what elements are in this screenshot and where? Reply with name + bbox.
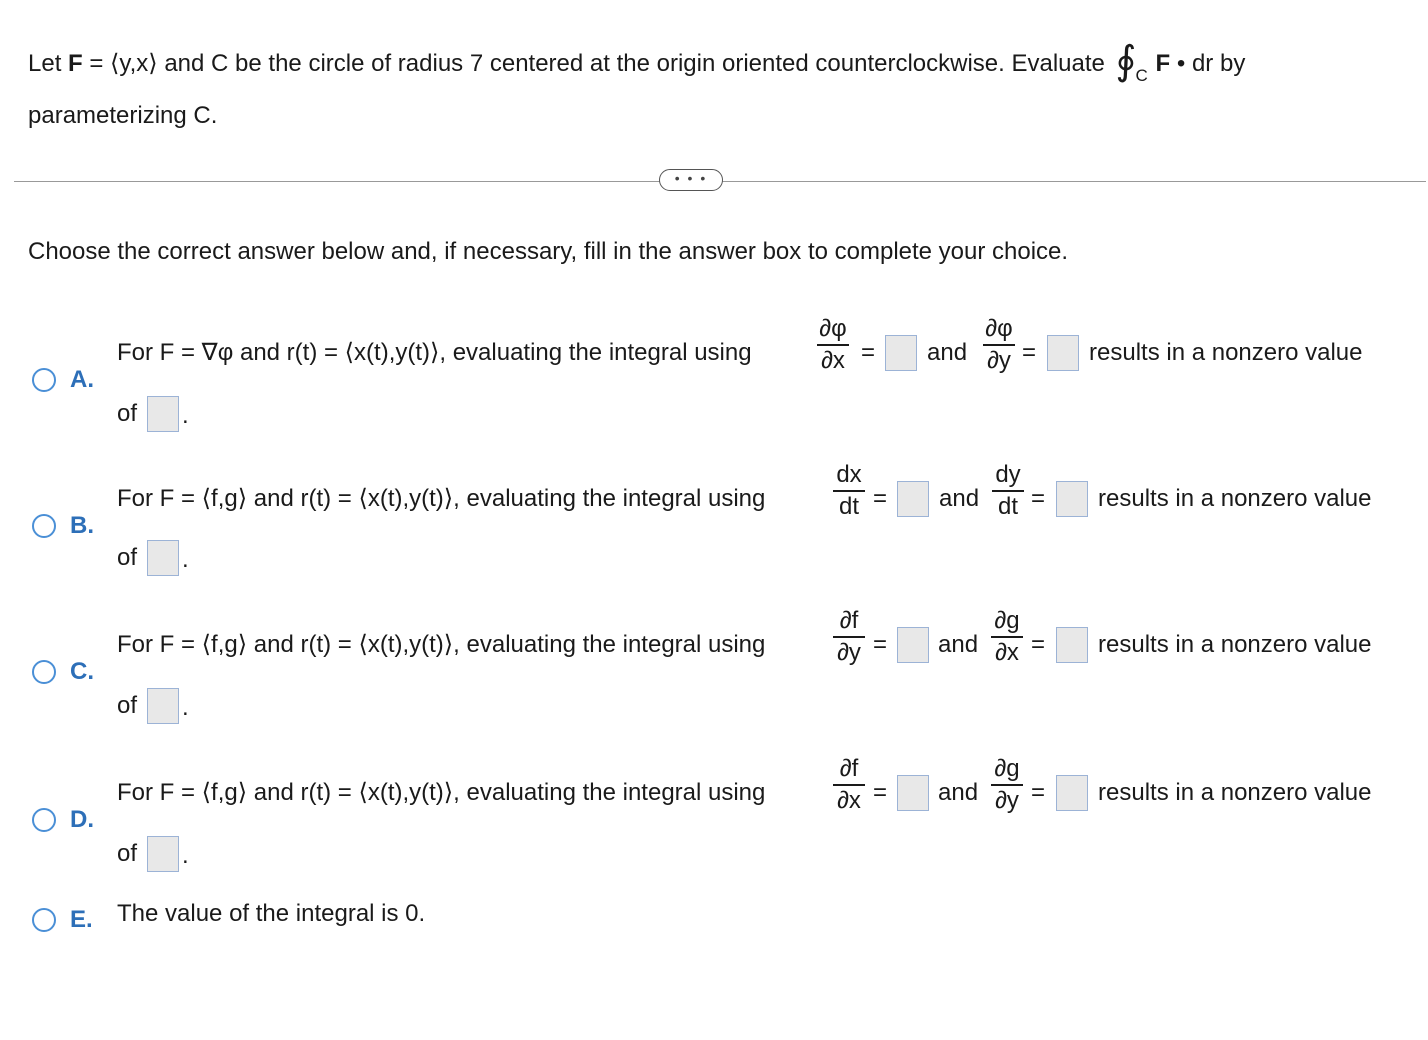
option-b-radio[interactable]	[32, 514, 56, 538]
period: .	[182, 842, 189, 869]
question-line-1: Let F = ⟨y,x⟩ and C be the circle of radius 7 centered at the origin oriented counterclockwise. Evaluate ∮ C F • dr by	[28, 38, 1246, 85]
option-a-lead: For F = ∇φ and r(t) = ⟨x(t),y(t)⟩, evaluating the integral using	[117, 339, 752, 366]
option-c-answer-box-1[interactable]	[897, 627, 929, 663]
equals-sign: =	[1022, 339, 1037, 366]
option-d-radio[interactable]	[32, 808, 56, 832]
option-c-lead: For F = ⟨f,g⟩ and r(t) = ⟨x(t),y(t)⟩, evaluating the integral using	[117, 631, 766, 658]
equals-sign: =	[861, 339, 876, 366]
option-c-tail: results in a nonzero value	[1098, 631, 1372, 658]
instruction-text: Choose the correct answer below and, if necessary, fill in the answer box to complete your choice.	[28, 238, 1069, 265]
period: .	[182, 694, 189, 721]
option-a-letter: A.	[70, 366, 94, 393]
option-c-frac-2: ∂g ∂x	[987, 608, 1027, 666]
option-a-answer-box-2[interactable]	[1047, 335, 1079, 371]
option-a-answer-box-1[interactable]	[885, 335, 917, 371]
option-e-radio[interactable]	[32, 908, 56, 932]
option-a-and: and	[927, 339, 968, 366]
option-d-of: of	[117, 840, 138, 867]
option-b-answer-box-1[interactable]	[897, 481, 929, 517]
option-d-frac-2: ∂g ∂y	[987, 756, 1027, 814]
option-b-answer-box-3[interactable]	[147, 540, 179, 576]
option-e-text: The value of the integral is 0.	[117, 900, 426, 927]
equals-sign: =	[1031, 631, 1046, 658]
option-d-answer-box-3[interactable]	[147, 836, 179, 872]
period: .	[182, 402, 189, 429]
option-d-frac-1: ∂f ∂x	[829, 756, 869, 814]
option-a-of: of	[117, 400, 138, 427]
equals-sign: =	[873, 485, 888, 512]
option-a-radio[interactable]	[32, 368, 56, 392]
option-a-frac-2: ∂φ ∂y	[979, 316, 1019, 374]
question-text	[28, 38, 1408, 142]
option-a-frac-1: ∂φ ∂x	[813, 316, 853, 374]
option-d-answer-box-2[interactable]	[1056, 775, 1088, 811]
option-b-tail: results in a nonzero value	[1098, 485, 1372, 512]
option-b-frac-1: dx dt	[829, 462, 869, 520]
option-d-letter: D.	[70, 806, 94, 833]
option-b-frac-2: dy dt	[988, 462, 1028, 520]
option-b-letter: B.	[70, 512, 94, 539]
option-d-answer-box-1[interactable]	[897, 775, 929, 811]
expand-more-button[interactable]: • • •	[659, 169, 723, 191]
option-b-answer-box-2[interactable]	[1056, 481, 1088, 517]
option-c-and: and	[938, 631, 979, 658]
option-c-letter: C.	[70, 658, 94, 685]
option-c-radio[interactable]	[32, 660, 56, 684]
option-d-tail: results in a nonzero value	[1098, 779, 1372, 806]
option-a-tail: results in a nonzero value	[1089, 339, 1363, 366]
option-b-and: and	[939, 485, 980, 512]
vector-F: F	[68, 50, 83, 77]
option-c-frac-1: ∂f ∂y	[829, 608, 869, 666]
question-line-2: parameterizing C.	[28, 102, 218, 129]
equals-sign: =	[873, 779, 888, 806]
option-c-answer-box-3[interactable]	[147, 688, 179, 724]
option-e-letter: E.	[70, 906, 93, 933]
equals-sign: =	[873, 631, 888, 658]
option-c-answer-box-2[interactable]	[1056, 627, 1088, 663]
option-c-of: of	[117, 692, 138, 719]
option-a-answer-box-3[interactable]	[147, 396, 179, 432]
option-d-and: and	[938, 779, 979, 806]
equals-sign: =	[1031, 485, 1046, 512]
option-d-lead: For F = ⟨f,g⟩ and r(t) = ⟨x(t),y(t)⟩, evaluating the integral using	[117, 779, 766, 806]
equals-sign: =	[1031, 779, 1046, 806]
option-b-of: of	[117, 544, 138, 571]
closed-line-integral-symbol: ∮ C	[1115, 38, 1148, 85]
period: .	[182, 546, 189, 573]
option-b-lead: For F = ⟨f,g⟩ and r(t) = ⟨x(t),y(t)⟩, evaluating the integral using	[117, 485, 766, 512]
